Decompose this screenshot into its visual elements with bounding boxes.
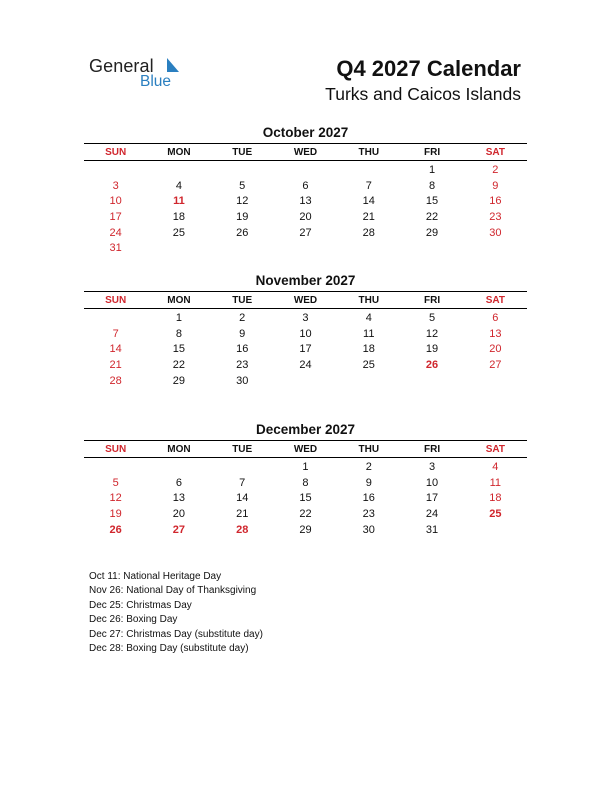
day-cell: 5 [239, 179, 246, 192]
day-cell: 18 [172, 210, 186, 223]
week-row [84, 193, 527, 209]
weekday-header [84, 291, 527, 309]
week-row [84, 522, 527, 538]
day-cell: 25 [489, 507, 502, 520]
day-cell: 6 [492, 311, 499, 324]
weekday-label: THU [358, 294, 380, 306]
weekday-label: MON [167, 294, 191, 306]
week-row [84, 475, 527, 491]
day-cell: 13 [172, 492, 186, 505]
day-cell: 19 [109, 507, 122, 520]
weekday-label: WED [293, 146, 318, 158]
day-cell: 13 [489, 327, 502, 340]
page-title: Q4 2027 Calendar [336, 56, 521, 81]
day-cell: 30 [362, 523, 375, 536]
day-cell: 22 [299, 507, 312, 520]
weekday-label: THU [358, 443, 380, 455]
day-cell: 17 [425, 492, 439, 505]
week-row [84, 341, 527, 357]
day-cell: 20 [172, 507, 186, 520]
weekday-label: TUE [232, 443, 253, 455]
day-cell: 7 [112, 327, 119, 340]
month-title: October 2027 [262, 125, 349, 140]
day-cell: 8 [175, 327, 182, 340]
day-cell: 23 [362, 507, 375, 520]
weekday-label: SAT [485, 146, 505, 158]
holiday-item: Dec 27: Christmas Day (substitute day) [89, 628, 263, 640]
day-cell: 11 [363, 327, 375, 340]
day-cell: 21 [236, 507, 249, 520]
day-cell: 6 [175, 476, 182, 489]
day-cell: 12 [236, 195, 249, 208]
month-calendar [84, 124, 527, 256]
weekday-header [84, 440, 527, 458]
weekday-label: SAT [485, 443, 505, 455]
weekday-label: SAT [485, 294, 505, 306]
week-row [84, 240, 527, 256]
day-cell: 12 [425, 327, 439, 340]
weekday-label: TUE [232, 146, 253, 158]
week-row [84, 209, 527, 225]
day-cell: 25 [362, 358, 375, 371]
day-cell: 16 [489, 195, 502, 208]
holiday-list [89, 570, 263, 656]
week-row [84, 357, 527, 373]
day-cell: 31 [425, 523, 439, 536]
day-cell: 23 [236, 358, 249, 371]
holiday-item: Nov 26: National Day of Thanksgiving [89, 585, 257, 597]
day-cell: 11 [489, 476, 502, 489]
holiday-item: Dec 26: Boxing Day [89, 614, 178, 626]
weekday-label: MON [167, 443, 191, 455]
week-row [84, 373, 527, 389]
day-cell: 27 [299, 226, 312, 239]
logo-triangle-icon [167, 58, 179, 72]
day-cell: 3 [112, 179, 119, 192]
day-cell: 20 [299, 210, 312, 223]
weekday-label: SUN [105, 294, 127, 306]
day-cell: 20 [489, 343, 502, 356]
week-row [84, 326, 527, 342]
day-cell: 6 [302, 179, 309, 192]
day-cell: 24 [299, 358, 312, 371]
day-cell: 9 [492, 179, 499, 192]
weekday-label: FRI [423, 443, 441, 455]
day-cell: 5 [112, 476, 119, 489]
day-cell: 14 [109, 343, 122, 356]
weekday-label: SUN [105, 443, 127, 455]
day-cell: 16 [236, 343, 249, 356]
day-cell: 26 [425, 358, 439, 371]
day-cell: 11 [173, 195, 185, 208]
weekday-label: TUE [232, 294, 253, 306]
day-cell: 30 [489, 226, 502, 239]
day-cell: 22 [425, 210, 439, 223]
day-cell: 26 [236, 226, 249, 239]
day-cell: 1 [175, 311, 182, 324]
week-row [84, 178, 527, 194]
day-cell: 21 [362, 210, 375, 223]
month-title: November 2027 [255, 273, 356, 288]
day-cell: 22 [172, 358, 186, 371]
holiday-item: Oct 11: National Heritage Day [89, 571, 222, 582]
week-row [84, 506, 527, 522]
logo-general-text: General [89, 56, 154, 76]
day-cell: 18 [362, 343, 375, 356]
day-cell: 23 [489, 210, 502, 223]
day-cell: 21 [109, 358, 122, 371]
month-title: December 2027 [255, 422, 356, 437]
weekday-label: FRI [423, 294, 441, 306]
weeks-grid [84, 162, 527, 256]
day-cell: 4 [365, 311, 372, 324]
day-cell: 30 [236, 374, 249, 387]
day-cell: 17 [299, 343, 312, 356]
week-row [84, 225, 527, 241]
day-cell: 31 [109, 242, 122, 255]
weekday-header [84, 143, 527, 161]
page-subtitle: Turks and Caicos Islands [325, 84, 521, 104]
month-calendar [84, 272, 527, 388]
day-cell: 8 [428, 179, 436, 192]
day-cell: 14 [236, 492, 249, 505]
day-cell: 17 [109, 210, 122, 223]
day-cell: 13 [299, 195, 312, 208]
holiday-item: Dec 28: Boxing Day (substitute day) [89, 642, 249, 654]
day-cell: 28 [362, 226, 375, 239]
day-cell: 1 [428, 163, 436, 176]
day-cell: 29 [172, 374, 186, 387]
weekday-label: MON [167, 146, 191, 158]
day-cell: 29 [299, 523, 312, 536]
day-cell: 19 [236, 210, 249, 223]
day-cell: 2 [365, 460, 372, 473]
day-cell: 18 [489, 492, 502, 505]
day-cell: 10 [425, 476, 439, 489]
day-cell: 10 [299, 327, 312, 340]
day-cell: 15 [299, 492, 312, 505]
day-cell: 29 [425, 226, 439, 239]
day-cell: 25 [172, 226, 186, 239]
day-cell: 24 [425, 507, 439, 520]
day-cell: 8 [302, 476, 309, 489]
week-row [84, 162, 527, 178]
day-cell: 7 [239, 476, 246, 489]
month-calendar [84, 421, 527, 537]
day-cell: 12 [109, 492, 122, 505]
day-cell: 5 [428, 311, 436, 324]
day-cell: 3 [428, 460, 436, 473]
logo-blue-text: Blue [140, 73, 172, 90]
week-row [84, 310, 527, 326]
day-cell: 3 [302, 311, 309, 324]
day-cell: 4 [492, 460, 499, 473]
weekday-label: WED [293, 443, 318, 455]
day-cell: 19 [425, 343, 439, 356]
week-row [84, 490, 527, 506]
day-cell: 9 [365, 476, 372, 489]
day-cell: 16 [362, 492, 375, 505]
holiday-item: Dec 25: Christmas Day [89, 599, 192, 611]
day-cell: 2 [492, 163, 499, 176]
day-cell: 10 [109, 195, 122, 208]
weekday-label: FRI [423, 146, 441, 158]
day-cell: 1 [302, 460, 309, 473]
week-row [84, 459, 527, 475]
day-cell: 27 [489, 358, 502, 371]
day-cell: 7 [365, 179, 372, 192]
day-cell: 24 [109, 226, 122, 239]
day-cell: 2 [239, 311, 246, 324]
day-cell: 4 [175, 179, 182, 192]
day-cell: 28 [109, 374, 122, 387]
day-cell: 9 [239, 327, 246, 340]
weekday-label: SUN [105, 146, 127, 158]
logo [89, 56, 189, 96]
day-cell: 14 [362, 195, 375, 208]
day-cell: 27 [172, 523, 186, 536]
day-cell: 28 [236, 523, 249, 536]
weekday-label: WED [293, 294, 318, 306]
weeks-grid [84, 310, 527, 388]
weeks-grid [84, 459, 527, 537]
day-cell: 26 [109, 523, 122, 536]
weekday-label: THU [358, 146, 380, 158]
day-cell: 15 [172, 343, 186, 356]
day-cell: 15 [425, 195, 439, 208]
